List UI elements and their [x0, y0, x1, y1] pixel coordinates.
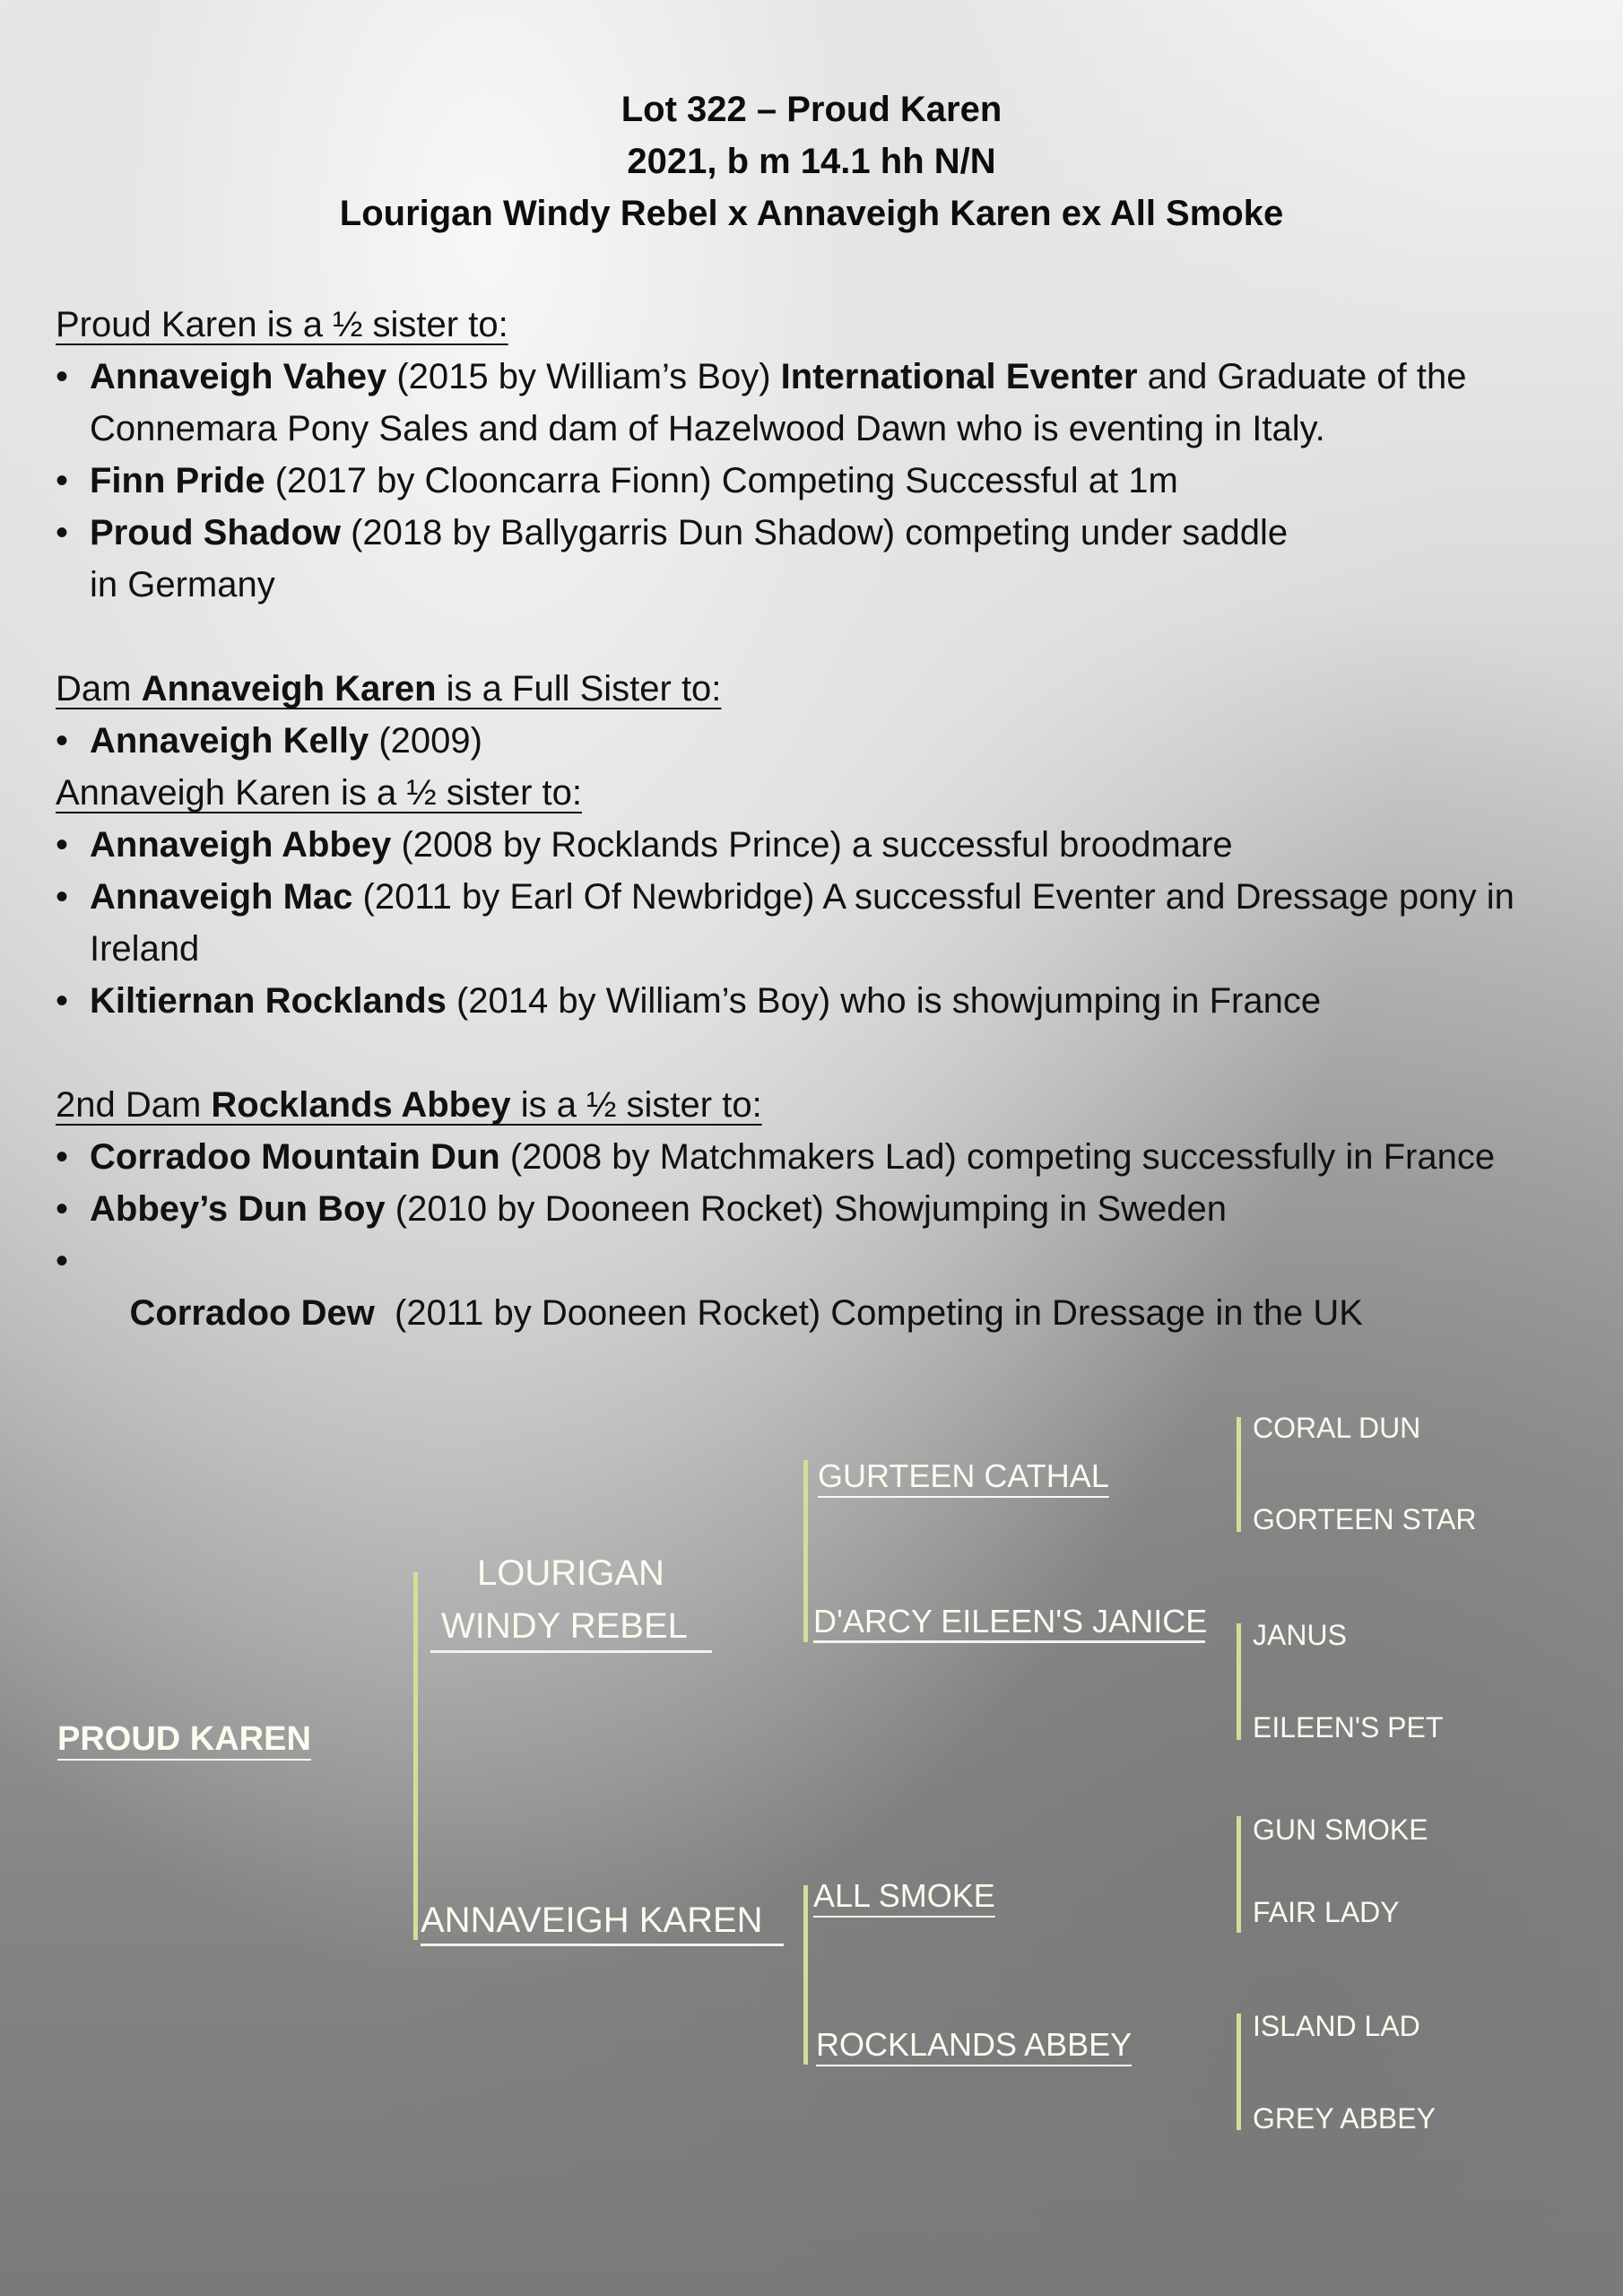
connector-line	[1237, 1816, 1241, 1933]
underline	[421, 1944, 784, 1946]
title-details: 2021, b m 14.1 hh N/N	[627, 142, 996, 181]
list-item: • Annaveigh Abbey (2008 by Rocklands Prince) a successful broodmare	[56, 825, 1233, 865]
pedigree-gen3-2: GORTEEN STAR	[1253, 1503, 1477, 1535]
list-item: • Annaveigh Vahey (2015 by William’s Boy) International Eventer and Graduate of the Connemara Pony Sales and dam of Hazelwood Dawn who is eventing in Italy.	[56, 357, 1467, 448]
section3-heading: 2nd Dam Rocklands Abbey is a ½ sister to:	[56, 1085, 762, 1125]
connector-line	[803, 1885, 808, 2065]
list-item: • Proud Shadow (2018 by Ballygarris Dun Shadow) competing under saddle in Germany	[56, 513, 1289, 604]
pedigree-sire-line2: WINDY REBEL	[441, 1606, 688, 1646]
connector-line	[1237, 2013, 1241, 2130]
pedigree-dam-dam: ROCKLANDS ABBEY	[816, 2026, 1133, 2063]
pedigree-gen3-3: JANUS	[1253, 1619, 1347, 1651]
pedigree-dam-sire: ALL SMOKE	[813, 1877, 995, 1914]
pedigree-sire-dam: D'ARCY EILEEN'S JANICE	[813, 1603, 1208, 1639]
section2-heading: Dam Annaveigh Karen is a Full Sister to:	[56, 669, 722, 709]
list-item: • Finn Pride (2017 by Clooncarra Fionn) Competing Successful at 1m	[56, 461, 1178, 500]
underline	[813, 1640, 1205, 1643]
pedigree-dam: ANNAVEIGH KAREN	[421, 1900, 763, 1940]
section2-subheading: Annaveigh Karen is a ½ sister to:	[56, 773, 582, 813]
pedigree-gen3-4: EILEEN'S PET	[1253, 1711, 1444, 1744]
list-item: • Abbey’s Dun Boy (2010 by Dooneen Rocket) Showjumping in Sweden	[56, 1189, 1228, 1229]
underline	[430, 1650, 712, 1653]
connector-line	[803, 1460, 808, 1642]
connector-line	[413, 1572, 418, 1940]
section1-heading: Proud Karen is a ½ sister to:	[56, 305, 508, 344]
pedigree-sire-sire: GURTEEN CATHAL	[818, 1457, 1109, 1494]
title-lot: Lot 322 – Proud Karen	[621, 90, 1002, 129]
pedigree-gen3-1: CORAL DUN	[1253, 1412, 1421, 1444]
connector-line	[1237, 1623, 1241, 1740]
pedigree-subject: PROUD KAREN	[57, 1720, 311, 1758]
list-item: • Corradoo Dew (2011 by Dooneen Rocket) Competing in Dressage in the UK	[56, 1241, 1363, 1333]
pedigree-gen3-5: GUN SMOKE	[1253, 1813, 1428, 1846]
list-item: • Kiltiernan Rocklands (2014 by William’s Boy) who is showjumping in France	[56, 981, 1322, 1021]
pedigree-gen3-6: FAIR LADY	[1253, 1896, 1400, 1928]
list-item: • Annaveigh Kelly (2009)	[56, 721, 482, 761]
pedigree-sire-line1: LOURIGAN	[477, 1553, 664, 1593]
list-item: • Annaveigh Mac (2011 by Earl Of Newbridge) A successful Eventer and Dressage pony in Ireland	[56, 877, 1515, 969]
title-breeding: Lourigan Windy Rebel x Annaveigh Karen ex All Smoke	[339, 194, 1284, 233]
pedigree-gen3-8: GREY ABBEY	[1253, 2102, 1436, 2135]
connector-line	[1237, 1417, 1241, 1532]
pedigree-notes	[56, 299, 1580, 1391]
list-item: • Corradoo Mountain Dun (2008 by Matchmakers Lad) competing successfully in France	[56, 1137, 1496, 1177]
pedigree-gen3-7: ISLAND LAD	[1253, 2010, 1420, 2042]
